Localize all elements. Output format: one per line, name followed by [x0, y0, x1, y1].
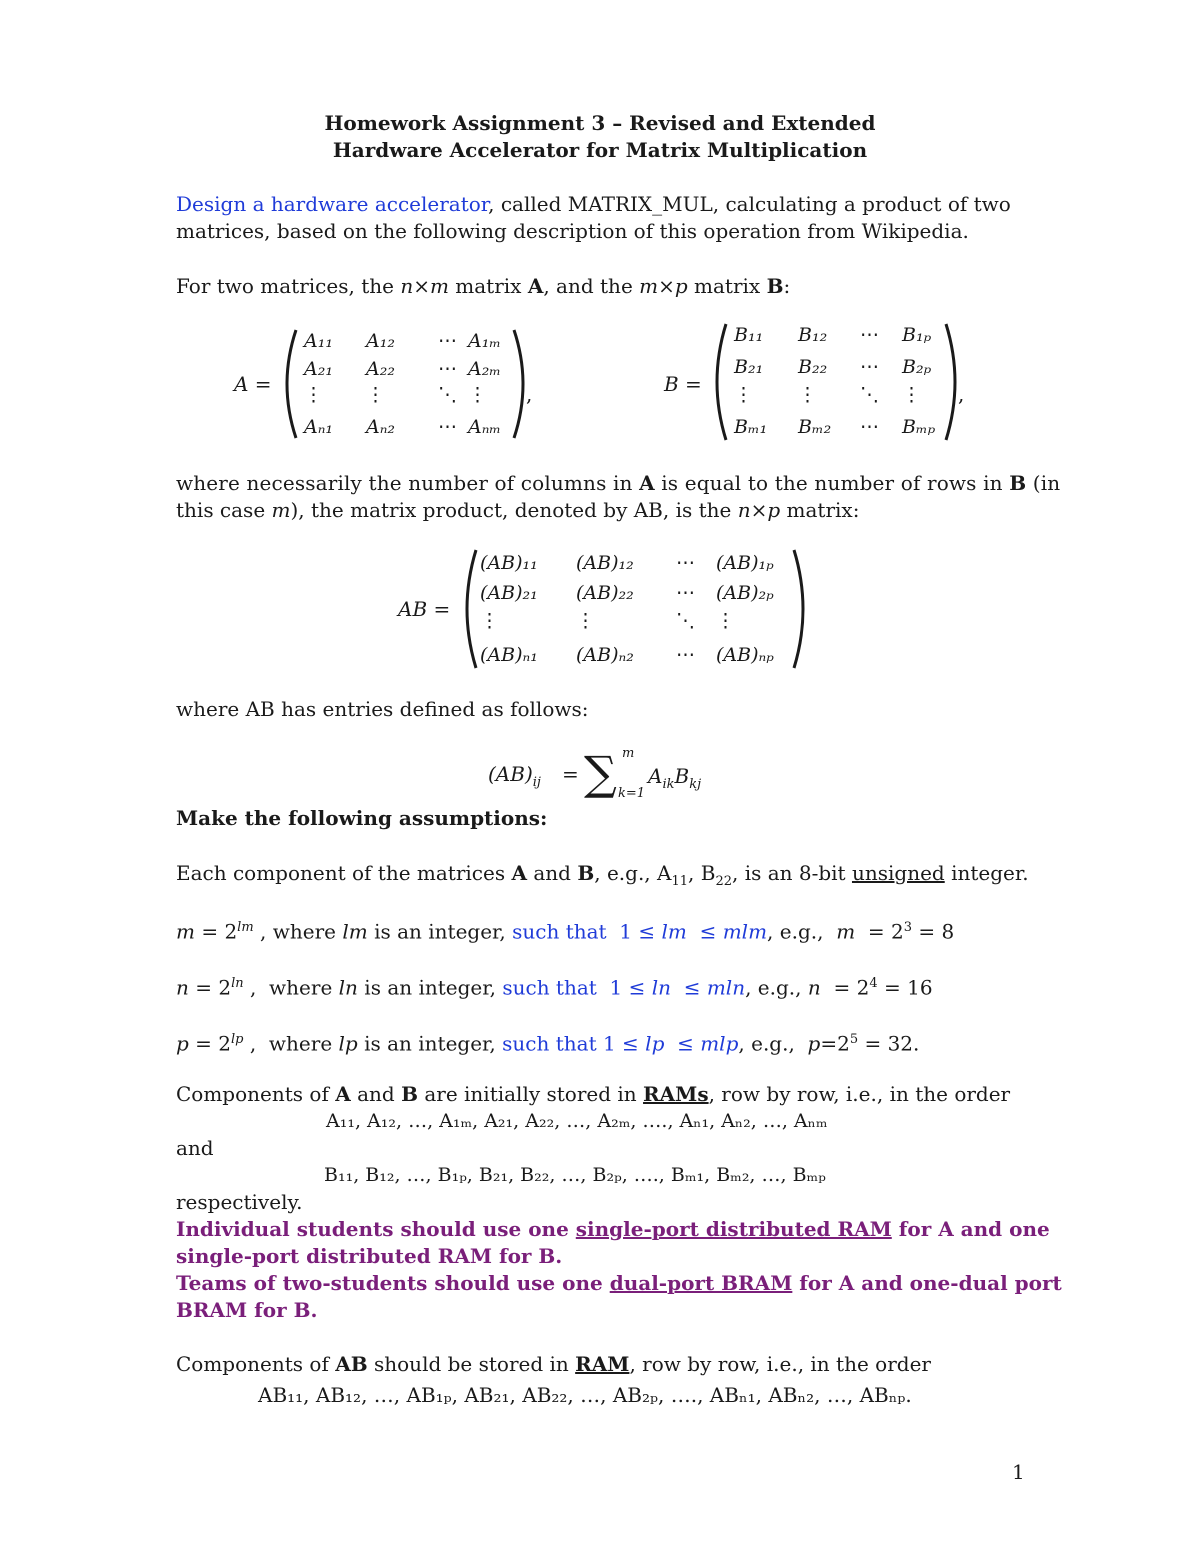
text-span: is equal to the number of rows in — [654, 471, 1010, 495]
exp-5: 5 — [849, 1032, 859, 1047]
page-number: 1 — [1012, 1460, 1025, 1484]
text-span: , row by row, i.e., in the order — [708, 1082, 1011, 1106]
matrix-a-cell: Aₙ₂ — [366, 416, 396, 438]
text-span: For two matrices, the — [176, 274, 401, 298]
matrix-b-cell: ⋯ — [860, 416, 879, 438]
text-span: , and the — [543, 274, 640, 298]
text-span: matrix: — [780, 498, 860, 522]
matrix-b-cell: ⋯ — [860, 356, 879, 378]
matrix-b-cell: B₂₁ — [734, 356, 764, 378]
var-n: n — [176, 975, 189, 1000]
text-span: = 2 — [194, 919, 238, 944]
var-lm: lm — [342, 919, 368, 944]
dim-nm: n×m — [400, 274, 449, 298]
matrix-a-cell: A₁₂ — [366, 330, 395, 352]
var-mlm: mlm — [722, 919, 768, 944]
b-order-line: B₁₁, B₁₂, …, B₁ₚ, B₂₁, B₂₂, …, B₂ₚ, …., Bₘ₁, Bₘ₂, …, Bₘₚ — [324, 1164, 826, 1186]
matrix-b-cell: Bₘ₂ — [798, 416, 832, 438]
matrix-a-bold: A — [335, 1082, 351, 1106]
assumptions-heading: Make the following assumptions: — [176, 806, 548, 830]
matrix-b-bold: B — [401, 1082, 418, 1106]
text-span: for A and one-dual port — [792, 1271, 1062, 1295]
exp-lm: lm — [237, 920, 254, 935]
formula-sigma: ∑ — [584, 746, 617, 800]
text-span: ≤ — [671, 975, 707, 1000]
text-span: Components of — [176, 1352, 336, 1376]
text-span: = 2 — [188, 975, 232, 1000]
matrix-a-bold: A — [527, 274, 544, 298]
matrix-ab-cell: ⋯ — [676, 552, 695, 574]
teams-line-2: BRAM for B. — [176, 1298, 318, 1322]
formula-eq: = — [562, 762, 579, 786]
a-order-line: A₁₁, A₁₂, …, A₁ₘ, A₂₁, A₂₂, …, A₂ₘ, …., Aₙ₁, Aₙ₂, …, Aₙₘ — [326, 1110, 828, 1132]
matrix-a-label: A = — [234, 372, 272, 396]
matrix-a-cell: ⋯ — [438, 358, 457, 380]
matrix-b-cell: ⋮ — [734, 384, 753, 406]
matrix-ab-cell: ⋯ — [676, 644, 695, 666]
text-span: =2 — [820, 1031, 850, 1056]
respectively-line: respectively. — [176, 1190, 303, 1214]
matrix-ab-cell: (AB)₂₁ — [480, 582, 538, 604]
matrix-b-bold: B — [577, 861, 595, 885]
m-constraint — [512, 920, 767, 944]
matrix-b-bold: B — [766, 274, 784, 298]
exp-lp: lp — [231, 1032, 244, 1047]
var-lp: lp — [645, 1031, 665, 1056]
text-span: , row by row, i.e., in the order — [629, 1352, 931, 1376]
text-span: Each component of the matrices — [176, 861, 512, 885]
matrix-a-comma: , — [526, 382, 533, 406]
matrix-ab-left-paren — [467, 550, 476, 668]
matrix-ab-cell: ⋮ — [716, 610, 735, 632]
var-p: p — [176, 1031, 189, 1056]
matrix-a-cell: A₁ₘ — [468, 330, 501, 352]
matrix-b-cell: B₂₂ — [798, 356, 828, 378]
matrix-ab-cell: (AB)₁ₚ — [716, 552, 774, 574]
matrix-b-cell: ⋮ — [902, 384, 921, 406]
matrix-a-cell: ⋮ — [304, 384, 323, 406]
text-span: where necessarily the number of columns in — [176, 471, 640, 495]
var-m: m — [271, 498, 291, 522]
matrix-b-cell: Bₘₚ — [902, 416, 936, 438]
title-line-1: Homework Assignment 3 – Revised and Extended — [324, 111, 876, 135]
text-span: , e.g., A — [594, 861, 672, 885]
text-span: , B — [688, 861, 716, 885]
matrix-a-cell: A₂ₘ — [468, 358, 501, 380]
formula-lhs-sub: ij — [532, 775, 541, 790]
formula-a-sub: ik — [662, 777, 675, 792]
var-lm: lm — [661, 919, 687, 944]
text-span: matrix — [448, 274, 528, 298]
matrix-b-label: B = — [664, 372, 702, 396]
text-span: , where — [253, 919, 343, 944]
dim-mp: m×p — [639, 274, 688, 298]
components-line — [176, 1081, 1010, 1107]
p-definition-line — [176, 1027, 919, 1057]
formula-b: B — [674, 764, 690, 788]
text-span: = 32. — [858, 1031, 920, 1056]
formula-rhs — [648, 764, 701, 792]
formula-b-sub: kj — [689, 777, 702, 792]
text-span: and — [527, 861, 578, 885]
text-span: matrix — [687, 274, 767, 298]
matrix-b-left-paren — [717, 324, 726, 440]
matrix-ab-cell: (AB)ₙ₂ — [576, 644, 634, 666]
var-ln: ln — [651, 975, 671, 1000]
formula-lhs — [488, 762, 541, 790]
text-span: should be stored in — [367, 1352, 576, 1376]
matrix-ab-cell: (AB)₁₂ — [576, 552, 634, 574]
single-port-underlined: single-port distributed RAM — [575, 1217, 892, 1241]
text-span: = 2 — [820, 975, 870, 1000]
matrix-b-cell: B₁₂ — [798, 324, 828, 346]
matrix-b-cell: B₁₁ — [734, 324, 764, 346]
n-constraint — [502, 976, 745, 1000]
text-span: ≤ — [686, 919, 723, 944]
matrix-ab-cell: ⋯ — [676, 582, 695, 604]
unsigned-underlined: unsigned — [851, 861, 945, 885]
var-ln: ln — [338, 975, 358, 1000]
exp-4: 4 — [869, 976, 878, 991]
matrix-a-right-paren — [514, 330, 523, 438]
where-line-1 — [176, 470, 1061, 496]
dim-np: n×p — [737, 498, 781, 522]
intro-line-2: matrices, based on the following description of this operation from Wikipedia. — [176, 219, 969, 243]
matrix-ab-cell: (AB)ₙₚ — [716, 644, 774, 666]
var-n: n — [807, 975, 821, 1000]
matrix-ab-right-paren — [794, 550, 803, 668]
text-span: = 8 — [912, 919, 955, 944]
p-constraint — [502, 1032, 738, 1056]
text-span: Individual students should use one — [176, 1217, 576, 1241]
matrix-a-cell: Aₙ₁ — [304, 416, 334, 438]
exp-3: 3 — [903, 920, 912, 935]
ab-order-line: AB₁₁, AB₁₂, …, AB₁ₚ, AB₂₁, AB₂₂, …, AB₂ₚ, …., ABₙ₁, ABₙ₂, …, ABₙₚ. — [258, 1383, 912, 1407]
individual-line-1 — [176, 1216, 1050, 1242]
rams-underlined: RAMs — [643, 1082, 709, 1106]
var-m: m — [176, 919, 195, 944]
sub-span: 22 — [715, 874, 732, 889]
matrix-ab-cell: ⋱ — [676, 610, 695, 632]
matrix-a-cell: A₂₂ — [366, 358, 395, 380]
formula-upper: m — [622, 746, 635, 761]
sum-formula — [488, 748, 748, 808]
matrix-a-cell: A₂₁ — [304, 358, 333, 380]
matrix-b — [712, 322, 960, 442]
var-m: m — [836, 919, 856, 944]
text-span: ≤ — [664, 1031, 701, 1056]
for-two-line — [176, 273, 790, 299]
text-span: = 2 — [188, 1031, 232, 1056]
text-span: , where — [243, 975, 339, 1000]
text-span: are initially stored in — [417, 1082, 644, 1106]
matrix-ab-cell: (AB)₁₁ — [480, 552, 538, 574]
n-definition-line — [176, 971, 933, 1001]
text-span: this case — [176, 498, 272, 522]
var-mlp: mlp — [700, 1031, 739, 1056]
text-span: is an integer, — [357, 975, 503, 1000]
dual-port-underlined: dual-port BRAM — [609, 1271, 793, 1295]
matrix-a-cell: ⋮ — [468, 384, 487, 406]
individual-line-2: single-port distributed RAM for B. — [176, 1244, 563, 1268]
text-span: , e.g., — [738, 1031, 808, 1056]
matrix-ab-cell: (AB)₂ₚ — [716, 582, 774, 604]
ram-underlined: RAM — [575, 1352, 630, 1376]
matrix-b-comma: , — [958, 382, 965, 406]
teams-line-1 — [176, 1270, 1062, 1296]
matrix-a-left-paren — [287, 330, 296, 438]
each-component-line — [176, 860, 1029, 895]
matrix-a-cell: ⋯ — [438, 416, 457, 438]
matrix-b-cell: Bₘ₁ — [734, 416, 768, 438]
var-lp: lp — [338, 1031, 358, 1056]
var-p: p — [807, 1031, 821, 1056]
text-span: such that 1 ≤ — [512, 919, 662, 944]
matrix-a-cell: A₁₁ — [304, 330, 333, 352]
text-span: (in — [1026, 471, 1061, 495]
where-ab-line: where AB has entries defined as follows: — [176, 697, 589, 721]
matrix-b-cell: ⋱ — [860, 384, 879, 406]
components-ab-line — [176, 1351, 931, 1377]
text-span: integer. — [944, 861, 1029, 885]
intro-line-1 — [176, 191, 1024, 217]
matrix-b-cell: ⋯ — [860, 324, 879, 346]
text-span: is an integer, — [367, 919, 513, 944]
intro-link[interactable]: Design a hardware accelerator — [176, 192, 489, 216]
matrix-a-cell: ⋯ — [438, 330, 457, 352]
matrix-b-cell: ⋮ — [798, 384, 817, 406]
text-span: such that 1 ≤ — [502, 975, 652, 1000]
text-span: : — [783, 274, 791, 298]
matrix-b-cell: B₁ₚ — [902, 324, 932, 346]
intro-text-a: , called MATRIX_MUL, calculating a product of two — [488, 192, 1011, 216]
matrix-b-right-paren — [946, 324, 955, 440]
exp-ln: ln — [231, 976, 244, 991]
matrix-a — [282, 328, 528, 440]
text-span: , where — [243, 1031, 339, 1056]
text-span: Teams of two-students should use one — [176, 1271, 610, 1295]
text-span: such that 1 ≤ — [502, 1031, 646, 1056]
text-span: for A and one — [891, 1217, 1050, 1241]
text-span: and — [350, 1082, 402, 1106]
var-mln: mln — [706, 975, 746, 1000]
title-line-2: Hardware Accelerator for Matrix Multiplication — [332, 138, 868, 162]
text-span: = 2 — [855, 919, 904, 944]
matrix-ab — [462, 548, 808, 670]
matrix-b-cell: B₂ₚ — [902, 356, 932, 378]
formula-a: A — [648, 764, 663, 788]
matrix-a-cell: ⋱ — [438, 384, 457, 406]
text-span: ), the matrix product, denoted by AB, is the — [290, 498, 738, 522]
matrix-ab-bold: AB — [335, 1352, 368, 1376]
text-span: , e.g., — [745, 975, 808, 1000]
matrix-ab-cell: (AB)₂₂ — [576, 582, 634, 604]
matrix-ab-cell: ⋮ — [480, 610, 499, 632]
text-span: Components of — [176, 1082, 336, 1106]
formula-lower: k=1 — [618, 786, 646, 801]
m-definition-line — [176, 915, 954, 945]
text-span: is an integer, — [357, 1031, 503, 1056]
formula-lhs-text: (AB) — [488, 762, 533, 786]
and-line: and — [176, 1136, 214, 1160]
matrix-a-cell: ⋮ — [366, 384, 385, 406]
matrix-a-bold: A — [639, 471, 655, 495]
matrix-ab-cell: (AB)ₙ₁ — [480, 644, 538, 666]
text-span: , is an 8-bit — [731, 861, 852, 885]
matrix-ab-cell: ⋮ — [576, 610, 595, 632]
matrix-ab-label: AB = — [398, 597, 451, 621]
sub-span: 11 — [671, 874, 689, 889]
matrix-b-bold: B — [1009, 471, 1027, 495]
text-span: = 16 — [877, 975, 933, 1000]
matrix-a-bold: A — [511, 861, 527, 885]
matrix-a-cell: Aₙₘ — [468, 416, 502, 438]
text-span: , e.g., — [767, 919, 837, 944]
where-line-2 — [176, 497, 859, 523]
